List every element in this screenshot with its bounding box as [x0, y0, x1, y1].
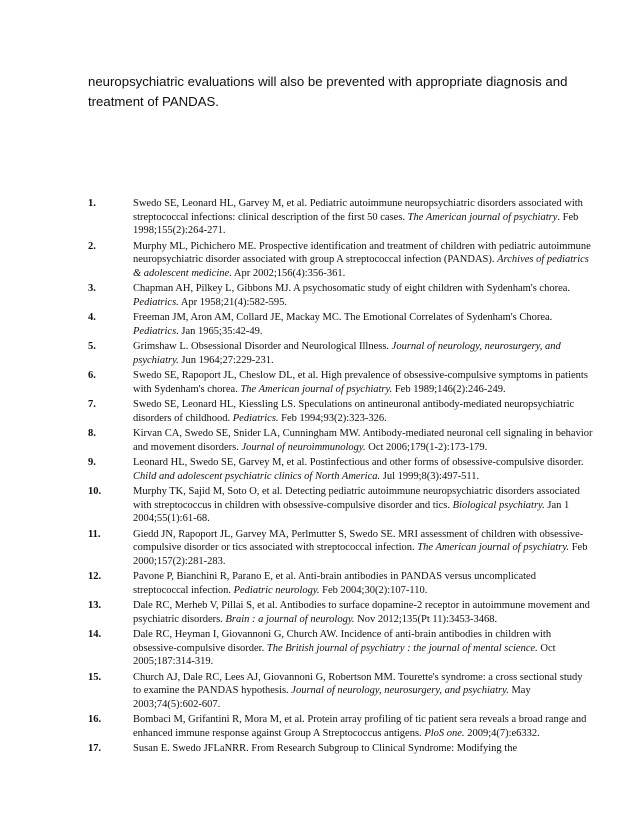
reference-item: [0, 713, 638, 740]
reference-item: [0, 282, 638, 309]
reference-item: [0, 369, 638, 396]
reference-text: [133, 628, 593, 669]
reference-citation-details: Apr 2002;156(4):356-361.: [231, 267, 346, 279]
reference-text: [133, 456, 593, 483]
reference-authors-title: Dale RC, Heyman I, Giovannoni G, Church AW. Incidence of anti-brain antibodies in children with obsessive-compulsive disorder.: [133, 629, 552, 654]
reference-item: [0, 311, 638, 338]
reference-number: 17.: [88, 743, 102, 754]
reference-number: 12.: [88, 571, 102, 582]
reference-journal: Journal of neurology, neurosurgery, and psychiatry.: [133, 341, 561, 366]
reference-number: 13.: [88, 600, 102, 611]
reference-authors-title: Kirvan CA, Swedo SE, Snider LA, Cunningham MW. Antibody-mediated neuronal cell signaling in behavior and movement disorders.: [133, 428, 593, 453]
reference-number: 10.: [88, 486, 102, 497]
reference-journal: Pediatrics.: [232, 412, 279, 424]
reference-citation-details: Oct 2005;187:314-319.: [133, 642, 556, 667]
reference-text: [133, 340, 593, 367]
reference-text: [133, 599, 593, 626]
reference-authors-title: Murphy ML, Pichichero ME. Prospective identification and treatment of children with pediatric autoimmune neuropsychiatric disorder associated with group A streptococcal infection (PANDAS).: [133, 240, 591, 265]
reference-journal: Child and adolescent psychiatric clinics of North America.: [133, 470, 381, 482]
reference-list: [0, 197, 638, 758]
reference-item: [0, 398, 638, 425]
reference-text: [133, 528, 593, 569]
reference-text: [133, 282, 593, 309]
reference-number: 7.: [88, 399, 96, 410]
reference-citation-details: . Feb 1998;155(2):264-271.: [133, 211, 579, 236]
reference-item: [0, 528, 638, 569]
reference-authors-title: Church AJ, Dale RC, Lees AJ, Giovannoni G, Robertson MM. Tourette's syndrome: a cross sectional study to examine the PANDAS hypothesis.: [133, 671, 583, 696]
reference-text: [133, 570, 593, 597]
reference-citation-details: . Jan 1965;35:42-49.: [176, 325, 263, 337]
reference-item: [0, 570, 638, 597]
reference-item: [0, 240, 638, 281]
reference-citation-details: Feb 1989;146(2):246-249.: [392, 383, 506, 395]
reference-text: [133, 485, 593, 526]
reference-item: [0, 599, 638, 626]
reference-authors-title: Pavone P, Bianchini R, Parano E, et al. Anti-brain antibodies in PANDAS versus uncomplicated streptococcal infection.: [133, 571, 536, 596]
reference-authors-title: Chapman AH, Pilkey L, Gibbons MJ. A psychosomatic study of eight children with Sydenham's chorea.: [133, 283, 571, 294]
reference-authors-title: Giedd JN, Rapoport JL, Garvey MA, Perlmutter S, Swedo SE. MRI assessment of children with obsessive-compulsive disorder or tics associated with streptococcal infection.: [133, 528, 584, 553]
reference-item: [0, 628, 638, 669]
reference-number: 8.: [88, 428, 96, 439]
reference-item: [0, 671, 638, 712]
reference-item: [0, 427, 638, 454]
reference-number: 11.: [88, 528, 101, 540]
reference-journal: Pediatrics.: [133, 296, 179, 308]
reference-text: [133, 713, 593, 740]
reference-citation-details: 2009;4(7):e6332.: [464, 727, 540, 739]
reference-authors-title: Freeman JM, Aron AM, Collard JE, Mackay MC. The Emotional Correlates of Sydenham's Chorea.: [133, 312, 553, 323]
reference-number: 15.: [88, 671, 102, 683]
reference-item: [0, 340, 638, 367]
reference-number: 14.: [88, 629, 102, 640]
reference-authors-title: Swedo SE, Rapoport JL, Cheslow DL, et al. High prevalence of obsessive-compulsive symptoms in patients with Sydenham's chorea.: [133, 370, 588, 395]
reference-number: 5.: [88, 341, 96, 352]
reference-number: 3.: [88, 283, 96, 294]
reference-citation-details: Feb 1994;93(2):323-326.: [278, 412, 387, 424]
reference-text: [133, 197, 593, 238]
reference-journal: Archives of pediatrics & adolescent medicine.: [133, 254, 589, 279]
reference-authors-title: Susan E. Swedo JFLaNRR. From Research Subgroup to Clinical Syndrome: Modifying the: [133, 743, 518, 754]
reference-item: [0, 742, 638, 756]
reference-journal: Pediatric neurology.: [233, 584, 320, 596]
reference-number: 16.: [88, 714, 102, 725]
reference-text: [133, 427, 593, 454]
reference-item: [0, 456, 638, 483]
reference-text: [133, 671, 593, 712]
reference-journal: The American journal of psychiatry.: [417, 542, 570, 553]
reference-authors-title: Grimshaw L. Obsessional Disorder and Neurological Illness.: [133, 341, 392, 352]
reference-number: 9.: [88, 457, 96, 468]
reference-journal: Biological psychiatry.: [452, 499, 545, 511]
reference-text: [133, 311, 593, 338]
reference-number: 6.: [88, 370, 96, 381]
reference-journal: The British journal of psychiatry : the journal of mental science.: [266, 642, 538, 654]
reference-journal: Brain : a journal of neurology.: [225, 613, 355, 625]
reference-citation-details: Nov 2012;135(Pt 11):3453-3468.: [354, 613, 498, 625]
reference-text: [133, 240, 593, 281]
reference-authors-title: Bombaci M, Grifantini R, Mora M, et al. Protein array profiling of tic patient sera reveals a broad range and enhanced immune response against Group A Streptococcus antigens.: [133, 714, 587, 739]
intro-paragraph: neuropsychiatric evaluations will also be prevented with appropriate diagnosis and treatment of PANDAS.: [88, 74, 568, 109]
reference-citation-details: Feb 2004;30(2):107-110.: [319, 584, 428, 596]
reference-journal: Journal of neurology, neurosurgery, and psychiatry.: [291, 685, 509, 696]
reference-citation-details: Jul 1999;8(3):497-511.: [380, 470, 480, 482]
reference-citation-details: Jun 1964;27:229-231.: [178, 354, 274, 366]
reference-citation-details: May 2003;74(5):602-607.: [133, 685, 531, 710]
reference-authors-title: Murphy TK, Sajid M, Soto O, et al. Detecting pediatric autoimmune neuropsychiatric disorders associated with streptococcus in children with obsessive-compulsive disorder and tics.: [133, 486, 580, 511]
reference-authors-title: Swedo SE, Leonard HL, Garvey M, et al. Pediatric autoimmune neuropsychiatric disorders associated with streptococcal infections: clinical description of the first 50 cases.: [133, 198, 583, 223]
reference-number: 2.: [88, 240, 96, 252]
reference-citation-details: Apr 1958;21(4):582-595.: [178, 296, 287, 308]
reference-text: [133, 398, 593, 425]
reference-text: [133, 742, 593, 756]
reference-item: [0, 197, 638, 238]
reference-journal: PloS one.: [424, 727, 465, 739]
reference-journal: The American journal of psychiatry.: [240, 383, 393, 395]
reference-citation-details: Oct 2006;179(1-2):173-179.: [365, 441, 488, 453]
reference-citation-details: Jan 1 2004;55(1):61-68.: [133, 499, 570, 524]
reference-text: [133, 369, 593, 396]
reference-citation-details: Feb 2000;157(2):281-283.: [133, 542, 588, 567]
reference-authors-title: Dale RC, Merheb V, Pillai S, et al. Antibodies to surface dopamine-2 receptor in autoimmune movement and psychiatric disorders.: [133, 600, 590, 625]
reference-journal: The American journal of psychiatry: [407, 211, 558, 223]
reference-number: 1.: [88, 198, 96, 209]
reference-journal: Journal of neuroimmunology.: [241, 441, 366, 453]
reference-authors-title: Leonard HL, Swedo SE, Garvey M, et al. Postinfectious and other forms of obsessive-compulsive disorder.: [133, 457, 584, 468]
reference-journal: Pediatrics: [133, 325, 177, 337]
reference-authors-title: Swedo SE, Leonard HL, Kiessling LS. Speculations on antineuronal antibody-mediated neuropsychiatric disorders of childhood.: [133, 399, 575, 424]
reference-item: [0, 485, 638, 526]
reference-number: 4.: [88, 312, 96, 323]
